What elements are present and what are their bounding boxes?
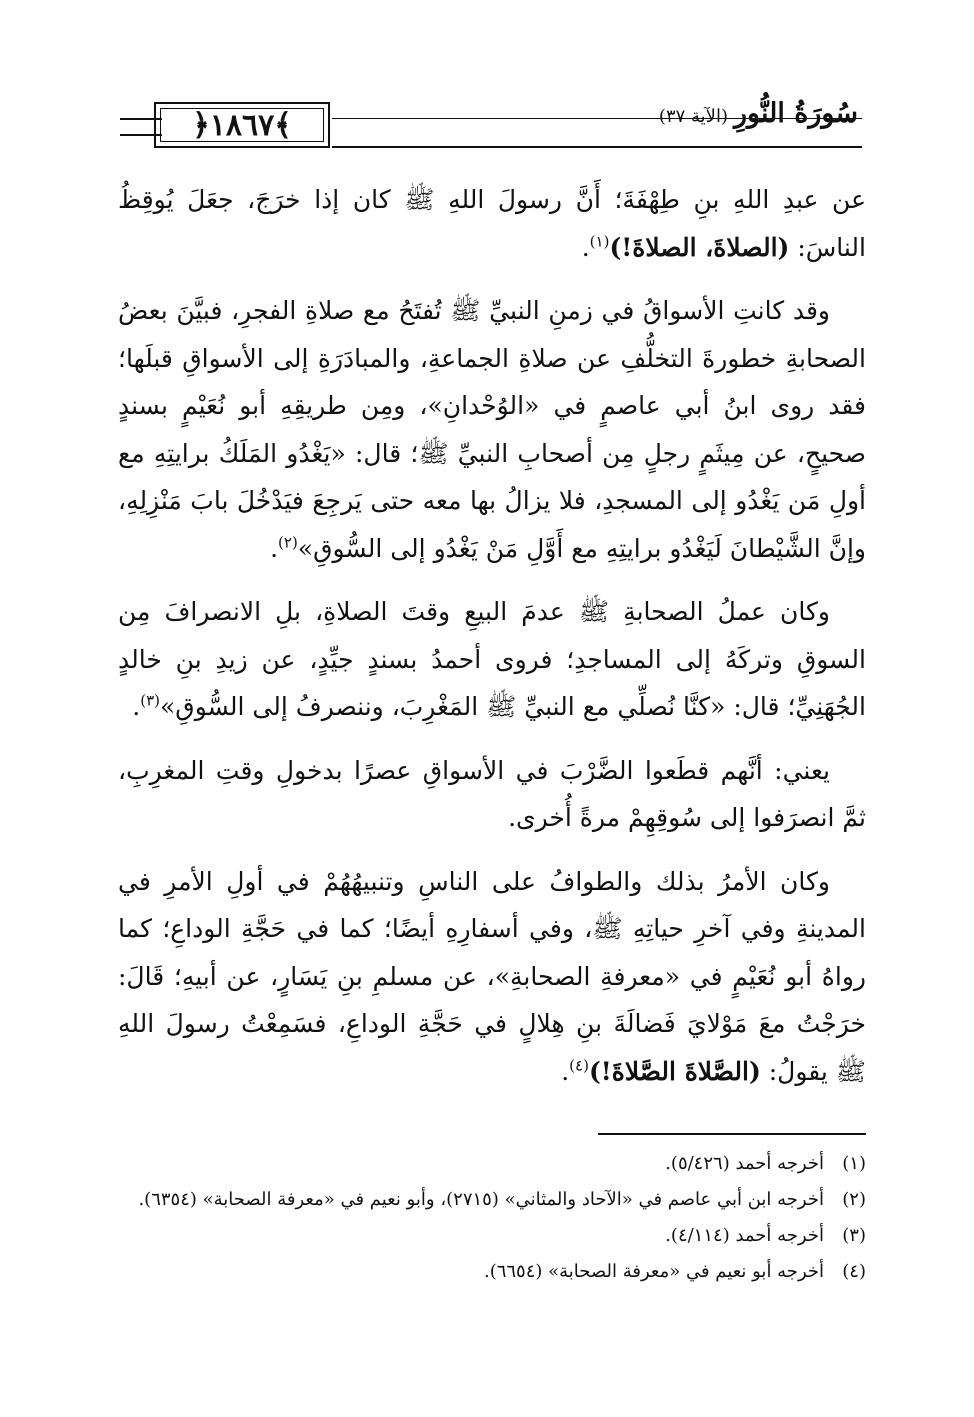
prophet-quote: (الصلاةَ، الصلاةَ!) [609, 232, 790, 262]
surah-title [659, 98, 858, 129]
paragraph-1-text: عن عبدِ اللهِ بنِ طِهْفَةَ؛ أَنَّ رسولَ اللهِ ﷺ كان إذا خرَجَ، جعَلَ يُوقِظُ الناسَ: [118, 185, 866, 262]
footnote-number: (١) [842, 1153, 866, 1174]
page-header [120, 96, 862, 158]
footnote-ref-2: (٢) [278, 533, 298, 552]
paragraph-3-end: . [132, 692, 141, 721]
footnote-item [118, 1184, 866, 1216]
prophet-quote-2: (الصَّلاةَ الصَّلاةَ!) [588, 1056, 761, 1086]
footnote-ref-1: (١) [589, 232, 610, 251]
paragraph-5-text: وكان الأمرُ بذلك والطوافُ على الناسِ وتنبيهُهُمْ في أولِ الأمرِ في المدينةِ وفي آخرِ حياتِهِ ﷺ، وفي أسفارِهِ أيضًا؛ كما في حَجَّةِ الوداعِ؛ كما رواهُ أبو نُعَيْمٍ في «معرفةِ الصحابةِ»، عن مسلمِ بنِ يَسَارٍ، عن أبيهِ؛ قَالَ: خرَجْتُ معَ مَوْلايَ فَضالَةَ بنِ هِلالٍ في حَجَّةِ الوداعِ، فسَمِعْتُ رسولَ اللهِ ﷺ يقولُ: [118, 866, 866, 1086]
paragraph-1 [118, 176, 866, 271]
footnote-number: (٣) [842, 1225, 866, 1246]
paragraph-2-text: وقد كانتِ الأسواقُ في زمنِ النبيِّ ﷺ تُفتَحُ مع صلاةِ الفجرِ، فبيَّنَ بعضُ الصحابةِ خطورةَ التخلُّفِ عن صلاةِ الجماعةِ، والمبادَرَةِ إلى الأسواقِ قبلَها؛ فقد روى ابنُ أبي عاصمٍ في «الوُحْدانِ»، ومِن طريقِهِ أبو نُعَيْمٍ بسندٍ صحيحٍ، عن مِيثَمٍ رجلٍ مِن أصحابِ النبيِّ ﷺ؛ قال: «يَغْدُو المَلَكُ برايتِهِ مع أولِ مَن يَغْدُو إلى المسجدِ، فلا يزالُ بها معه حتى يَرجِعَ فيَدْخُلَ بابَ مَنْزِلِهِ، وإنَّ الشَّيْطانَ لَيَغْدُو برايتِهِ مع أَوَّلِ مَنْ يَغْدُو إلى السُّوقِ» [118, 296, 866, 563]
surah-name: سُورَةُ النُّورِ [733, 98, 858, 129]
footnote-ref-3: (٣) [140, 691, 161, 710]
paragraph-3-text: وكان عملُ الصحابةِ ﷺ عدمَ البيعِ وقتَ الصلاةِ، بلِ الانصرافَ مِن السوقِ وتركَهُ إلى المساجدِ؛ فروى أحمدُ بسندٍ جيِّدٍ، عن زيدِ بنِ خالدٍ الجُهَنِيِّ؛ قال: «كنَّا نُصلِّي مع النبيِّ ﷺ المَغْرِبَ، وننصرفُ إلى السُّوقِ» [118, 597, 866, 721]
page-number: ﴿١٨٦٧﴾ [160, 108, 324, 142]
footnotes [118, 1148, 866, 1292]
paragraph-2 [118, 287, 866, 572]
page-number-box [154, 102, 330, 148]
footnote-text: أخرجه ابن أبي عاصم في «الآحاد والمثاني» (٢٧١٥)، وأبو نعيم في «معرفة الصحابة» (٦٣٥٤). [138, 1189, 824, 1210]
footnote-number: (٤) [842, 1261, 866, 1282]
paragraph-1-end: . [581, 232, 590, 262]
paragraph-4-text: يعني: أنَّهم قطَعوا الضَّرْبَ في الأسواقِ عصرًا بدخولِ وقتِ المغرِبِ، ثمَّ انصرَفوا إلى سُوقِهِمْ مرةً أُخرى. [118, 755, 866, 832]
footnote-text: أخرجه أبو نعيم في «معرفة الصحابة» (٦٦٥٤). [483, 1261, 824, 1282]
footnote-item [118, 1220, 866, 1252]
header-rule-underline [332, 146, 862, 148]
footnote-item [118, 1148, 866, 1180]
footnote-separator [598, 1133, 866, 1135]
footnote-ref-4: (٤) [569, 1056, 589, 1075]
footnote-item [118, 1256, 866, 1288]
verse-reference: (الآية ٣٧) [658, 106, 728, 127]
paragraph-2-end: . [270, 533, 279, 563]
footnote-text: أخرجه أحمد (٤/١١٤). [665, 1225, 824, 1246]
footnote-text: أخرجه أحمد (٥/٤٢٦). [665, 1153, 824, 1174]
paragraph-3 [118, 588, 866, 731]
paragraph-5-end: . [561, 1056, 570, 1086]
paragraph-4 [118, 747, 866, 842]
footnote-number: (٢) [842, 1189, 866, 1210]
main-text [118, 176, 866, 1111]
paragraph-5 [118, 858, 866, 1096]
